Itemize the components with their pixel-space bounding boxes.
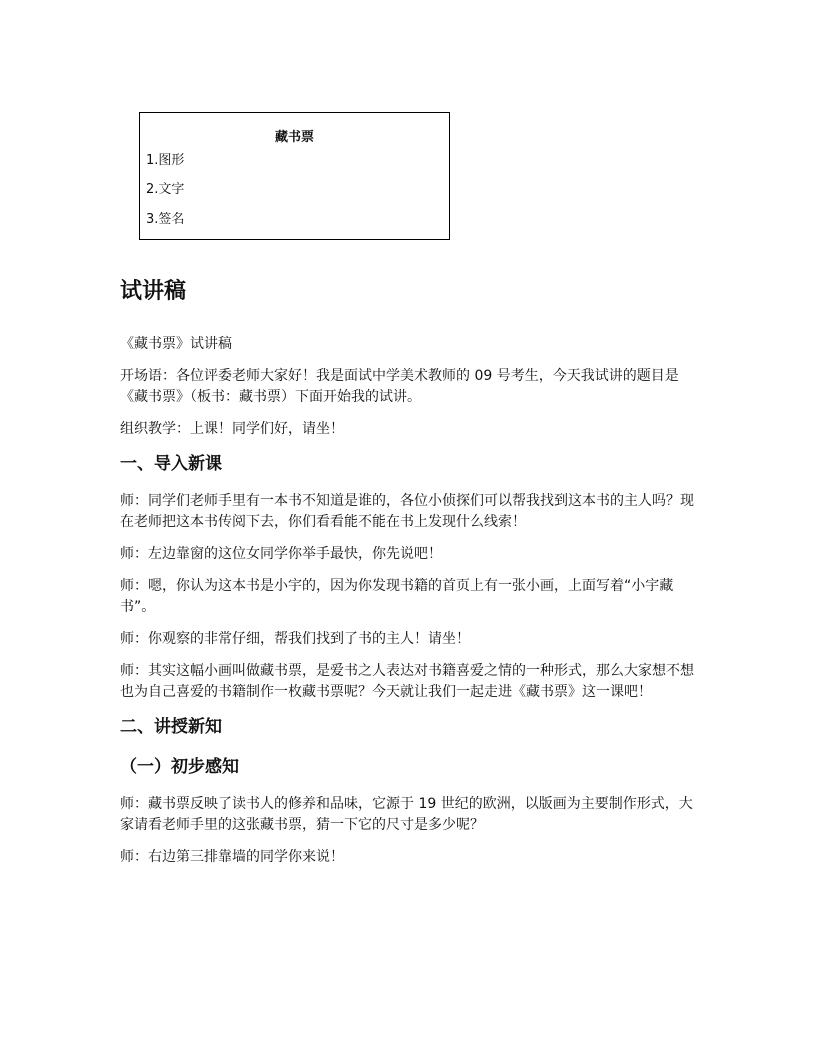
board-title: 藏书票 (274, 130, 314, 145)
intro-paragraph-3: 师：嗯，你认为这本书是小宇的，因为你发现书籍的首页上有一张小画，上面写着“小宇藏书”。 (120, 578, 674, 615)
teaching-paragraph-1: 师：藏书票反映了读书人的修养和品味，它源于 19 世纪的欧洲，以版画为主要制作形式，大家请看老师手里的这张藏书票，猜一下它的尺寸是多少呢？ (120, 796, 693, 833)
board-item-graphics: 1.图形 (146, 153, 185, 168)
organize-paragraph: 组织教学：上课！同学们好，请坐！ (120, 421, 344, 437)
intro-paragraph-5: 师：其实这幅小画叫做藏书票，是爱书之人表达对书籍喜爱之情的一种形式，那么大家想不想也为自己喜爱的书籍制作一枚藏书票呢？今天就让我们一起走进《藏书票》这一课吧！ (120, 663, 694, 700)
subsection-heading-perception: （一）初步感知 (120, 757, 239, 777)
board-item-signature: 3.签名 (146, 212, 185, 227)
opening-paragraph: 开场语：各位评委老师大家好！我是面试中学美术教师的 09 号考生，今天我试讲的题目是《藏书票》（板书：藏书票）下面开始我的试讲。 (120, 368, 679, 405)
intro-paragraph-2: 师：左边靠窗的这位女同学你举手最快，你先说吧！ (120, 546, 442, 562)
document-body (120, 276, 700, 879)
page-title: 试讲稿 (120, 279, 187, 304)
intro-paragraph-4: 师：你观察的非常仔细，帮我们找到了书的主人！请坐！ (120, 631, 470, 647)
section-heading-intro: 一、导入新课 (120, 454, 222, 474)
teaching-paragraph-2: 师：右边第三排靠墙的同学你来说！ (120, 849, 344, 865)
doc-subtitle: 《藏书票》试讲稿 (120, 336, 232, 352)
blackboard-box (139, 112, 450, 240)
board-item-text: 2.文字 (146, 182, 185, 197)
intro-paragraph-1: 师：同学们老师手里有一本书不知道是谁的，各位小侦探们可以帮我找到这本书的主人吗？现在老师把这本书传阅下去，你们看看能不能在书上发现什么线索！ (120, 493, 694, 530)
section-heading-teaching: 二、讲授新知 (120, 717, 222, 737)
